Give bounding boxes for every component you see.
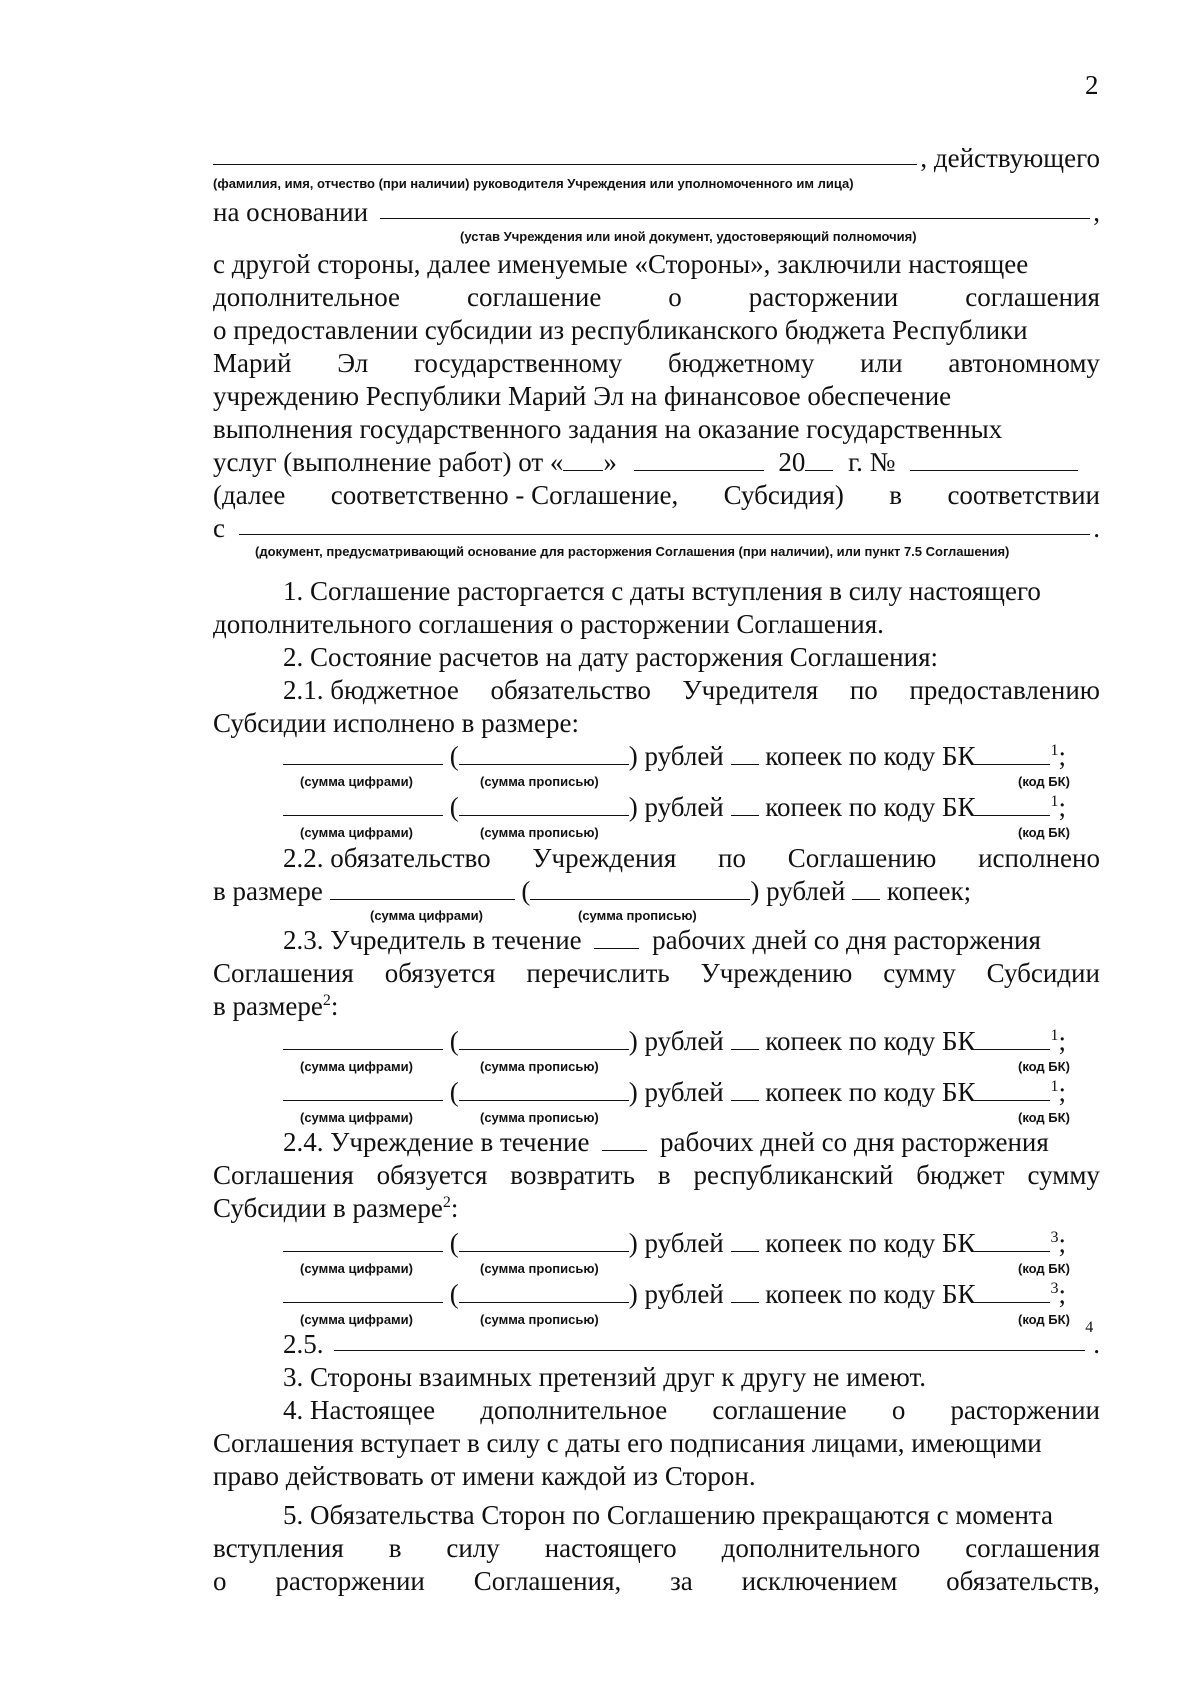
footnote-ref: 4 xyxy=(1085,1319,1094,1336)
clause-5-line-3: о расторжении Соглашения, за исключением обязательств, xyxy=(213,1566,1100,1596)
amount-words-field[interactable] xyxy=(530,877,750,900)
clause-2-4-line-2: Соглашения обязуется возвратить в республиканский бюджет сумму xyxy=(213,1160,1100,1190)
preamble-line-8: (далее соответственно - Соглашение, Субсидия) в соответствии xyxy=(213,480,1100,510)
payment-row: ( ) рублей копеек по коду БК $^3$; xyxy=(283,1227,1100,1259)
clause-2-3-line-2: Соглашения обязуется перечислить Учреждению сумму Субсидии xyxy=(213,958,1100,988)
amount-digits-field[interactable] xyxy=(283,1027,443,1050)
footnote-ref: 3 xyxy=(1050,1229,1059,1246)
preamble-line-5: учреждению Республики Марий Эл на финансовое обеспечение xyxy=(213,381,952,411)
clause-2-5-field[interactable] xyxy=(334,1328,1086,1351)
kopeks-field[interactable] xyxy=(731,1078,759,1101)
hint-sum-words: (сумма прописью) xyxy=(480,774,599,789)
hint-bk-code: (код БК) xyxy=(1018,1261,1070,1276)
bk-code-field[interactable] xyxy=(975,1229,1050,1252)
footnote-ref: 2 xyxy=(322,992,331,1009)
kopeks-field[interactable] xyxy=(731,1280,759,1303)
clause-4-line-2: Соглашения вступает в силу с даты его подписания лицами, имеющими xyxy=(213,1428,1042,1458)
head-name-line xyxy=(213,142,1100,174)
kopeks-field[interactable] xyxy=(731,1229,759,1252)
preamble-line-3: о предоставлении субсидии из республиканского бюджета Республики xyxy=(213,315,1028,345)
hint-bk-code: (код БК) xyxy=(1018,774,1070,789)
clause-5-line-2: вступления в силу настоящего дополнительного соглашения xyxy=(213,1533,1100,1563)
hint-termination-basis: (документ, предусматривающий основание для расторжения Соглашения (при наличии), или пункт 7.5 Соглашения) xyxy=(255,544,1010,559)
clause-2-4-line-1: 2.4. Учреждение в течение рабочих дней со дня расторжения xyxy=(283,1127,1049,1157)
hint-sum-digits: (сумма цифрами) xyxy=(300,1261,413,1276)
amount-digits-field[interactable] xyxy=(283,1280,443,1303)
preamble-line-6: выполнения государственного задания на оказание государственных xyxy=(213,414,1003,444)
bk-code-field[interactable] xyxy=(975,793,1050,816)
agreement-number-field[interactable] xyxy=(910,448,1078,471)
hint-bk-code: (код БК) xyxy=(1018,1110,1070,1125)
footnote-ref: 1 xyxy=(1050,1027,1059,1044)
hint-sum-digits: (сумма цифрами) xyxy=(300,1059,413,1074)
clause-3: 3. Стороны взаимных претензий друг к другу не имеют. xyxy=(283,1362,927,1392)
preamble-line-7: услуг (выполнение работ) от « » 20 г. № xyxy=(213,446,1100,478)
preamble-line-4: Марий Эл государственному бюджетному или автономному xyxy=(213,348,1100,378)
clause-2-2-line-2: в размере ( ) рублей копеек; xyxy=(213,876,972,906)
hint-sum-words: (сумма прописью) xyxy=(480,825,599,840)
bk-code-field[interactable] xyxy=(975,742,1050,765)
amount-words-field[interactable] xyxy=(459,1027,629,1050)
footnote-ref: 1 xyxy=(1050,1078,1059,1095)
basis-comma: , xyxy=(1093,197,1100,227)
payment-row: ( ) рублей копеек по коду БК $^1$; xyxy=(283,1025,1100,1057)
basis-field[interactable] xyxy=(380,196,1090,219)
acting-text: , действующего xyxy=(920,143,1100,173)
amount-digits-field[interactable] xyxy=(283,1078,443,1101)
clause-1-line-1: 1. Соглашение расторгается с даты вступления в силу настоящего xyxy=(283,576,1041,606)
hint-sum-words: (сумма прописью) xyxy=(480,1059,599,1074)
hint-sum-words: (сумма прописью) xyxy=(480,1261,599,1276)
termination-basis-field[interactable] xyxy=(239,512,1090,535)
footnote-ref: 1 xyxy=(1050,742,1059,759)
clause-2-1-line-1: 2.1. бюджетное обязательство Учредителя по предоставлению xyxy=(283,675,1100,705)
bk-code-field[interactable] xyxy=(975,1078,1050,1101)
hint-sum-digits: (сумма цифрами) xyxy=(300,1110,413,1125)
hint-bk-code: (код БК) xyxy=(1018,1059,1070,1074)
amount-words-field[interactable] xyxy=(459,742,629,765)
hint-bk-code: (код БК) xyxy=(1018,825,1070,840)
amount-words-field[interactable] xyxy=(459,1229,629,1252)
bk-code-field[interactable] xyxy=(975,1027,1050,1050)
clause-2-4-line-3: Субсидии в размере$^2$: xyxy=(213,1193,459,1223)
basis-line xyxy=(213,196,1100,228)
page-number: 2 xyxy=(1085,70,1099,100)
kopeks-field[interactable] xyxy=(731,742,759,765)
payment-row: ( ) рублей копеек по коду БК $^1$; xyxy=(283,1076,1100,1108)
date-day-field[interactable] xyxy=(563,448,603,471)
head-name-field[interactable] xyxy=(213,142,917,165)
clause-5-line-1: 5. Обязательства Сторон по Соглашению прекращаются с момента xyxy=(283,1500,1054,1530)
date-month-field[interactable] xyxy=(634,448,764,471)
clause-2: 2. Состояние расчетов на дату расторжения Соглашения: xyxy=(283,642,939,672)
clause-2-3-line-3: в размере$^2$: xyxy=(213,991,339,1021)
clause-2-1-line-2: Субсидии исполнено в размере: xyxy=(213,708,579,738)
clause-2-2-line-1: 2.2. обязательство Учреждения по Соглашению исполнено xyxy=(283,843,1100,873)
payment-row: ( ) рублей копеек по коду БК $^1$; xyxy=(283,740,1100,772)
amount-digits-field[interactable] xyxy=(330,877,515,900)
clause-4-line-1: 4. Настоящее дополнительное соглашение о расторжении xyxy=(283,1395,1100,1425)
hint-head-name: (фамилия, имя, отчество (при наличии) руководителя Учреждения или уполномоченного им лица) xyxy=(213,176,854,191)
clause-4-line-3: право действовать от имени каждой из Сторон. xyxy=(213,1461,756,1491)
amount-digits-field[interactable] xyxy=(283,1229,443,1252)
bk-code-field[interactable] xyxy=(975,1280,1050,1303)
kopeks-field[interactable] xyxy=(731,1027,759,1050)
days-field[interactable] xyxy=(602,1128,647,1151)
kopeks-field[interactable] xyxy=(731,793,759,816)
clause-2-3-line-1: 2.3. Учредитель в течение рабочих дней со дня расторжения xyxy=(283,925,1041,955)
hint-sum-digits: (сумма цифрами) xyxy=(300,774,413,789)
hint-sum-words: (сумма прописью) xyxy=(480,1312,599,1327)
clause-2-5: 2.5. 4 . xyxy=(283,1319,1100,1359)
days-field[interactable] xyxy=(594,926,639,949)
amount-words-field[interactable] xyxy=(459,1280,629,1303)
payment-row: ( ) рублей копеек по коду БК $^3$; xyxy=(283,1278,1100,1310)
hint-basis: (устав Учреждения или иной документ, удостоверяющий полномочия) xyxy=(460,229,917,244)
amount-digits-field[interactable] xyxy=(283,793,443,816)
date-year-field[interactable] xyxy=(805,448,833,471)
hint-sum-digits: (сумма цифрами) xyxy=(300,1312,413,1327)
kopeks-field[interactable] xyxy=(852,877,880,900)
amount-digits-field[interactable] xyxy=(283,742,443,765)
basis-text: на основании xyxy=(213,197,369,227)
footnote-ref: 3 xyxy=(1050,1280,1059,1297)
preamble-line-2: дополнительное соглашение о расторжении соглашения xyxy=(213,282,1100,312)
hint-sum-digits: (сумма цифрами) xyxy=(370,908,483,923)
hint-sum-digits: (сумма цифрами) xyxy=(300,825,413,840)
clause-1-line-2: дополнительного соглашения о расторжении Соглашения. xyxy=(213,609,884,639)
amount-words-field[interactable] xyxy=(459,1078,629,1101)
preamble-line-9: с . xyxy=(213,513,1100,543)
preamble-line-1: с другой стороны, далее именуемые «Стороны», заключили настоящее xyxy=(213,249,1029,279)
hint-bk-code: (код БК) xyxy=(1018,1312,1070,1327)
hint-sum-words: (сумма прописью) xyxy=(480,1110,599,1125)
payment-row: ( ) рублей копеек по коду БК $^1$; xyxy=(283,791,1100,823)
amount-words-field[interactable] xyxy=(459,793,629,816)
footnote-ref: 1 xyxy=(1050,793,1059,810)
footnote-ref: 2 xyxy=(442,1194,451,1211)
hint-sum-words: (сумма прописью) xyxy=(578,908,697,923)
